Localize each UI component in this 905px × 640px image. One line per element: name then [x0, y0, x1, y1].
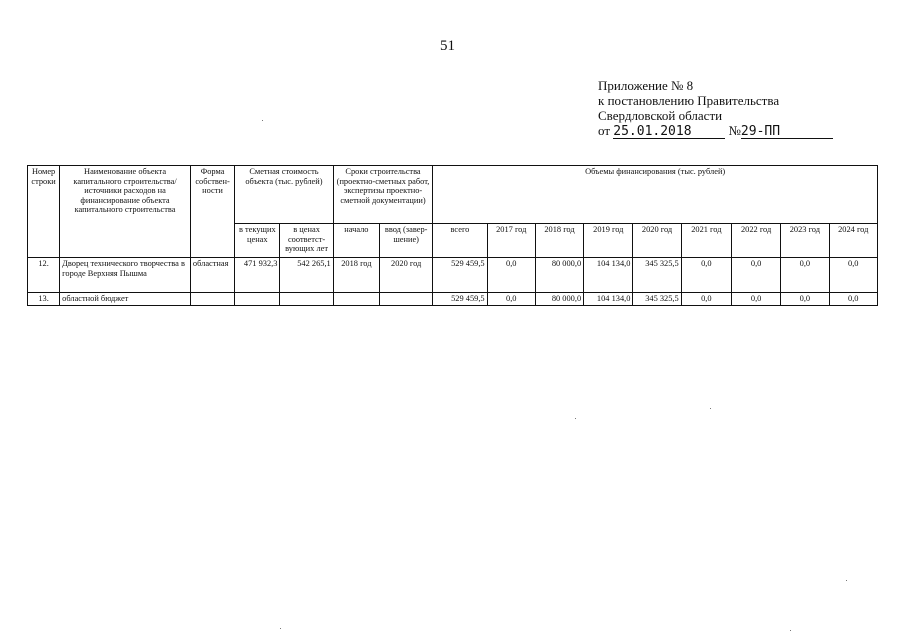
header-row-1 — [28, 166, 878, 224]
cell-2023: 0,0 — [781, 293, 829, 306]
cell-ownership: областная — [190, 258, 234, 293]
cell-start: 2018 год — [333, 258, 379, 293]
header-construction-terms: Сроки строительства (проектно-сметных работ, экспертизы проектно-сметной документации) — [333, 166, 433, 224]
scan-speck — [790, 630, 791, 631]
number-value: 29-ПП — [741, 125, 833, 139]
scan-speck — [710, 408, 711, 409]
cell-cost-years: 542 265,1 — [280, 258, 333, 293]
cell-cost-current — [235, 293, 280, 306]
header-cost-current: в текущих ценах — [235, 224, 280, 258]
cell-2019: 104 134,0 — [584, 293, 633, 306]
cell-row-number: 12. — [28, 258, 60, 293]
cell-2020: 345 325,5 — [633, 293, 681, 306]
header-2021: 2021 год — [681, 224, 731, 258]
cell-2022: 0,0 — [731, 258, 780, 293]
scan-speck — [262, 120, 263, 121]
cell-end — [380, 293, 433, 306]
appendix-region: Свердловской области — [598, 108, 723, 123]
header-object-name: Наименование объекта капитального строительства/ источники расходов на финансирование объекта капитального строительства — [60, 166, 191, 258]
cell-object-name: областной бюджет — [60, 293, 191, 306]
scan-speck — [846, 580, 847, 581]
cell-2022: 0,0 — [731, 293, 780, 306]
appendix-title: Приложение № 8 — [598, 78, 694, 93]
cell-cost-current: 471 932,3 — [235, 258, 280, 293]
cell-2018: 80 000,0 — [535, 258, 583, 293]
cell-total: 529 459,5 — [433, 258, 487, 293]
header-start: начало — [333, 224, 379, 258]
cell-2024: 0,0 — [829, 258, 877, 293]
table-row — [28, 293, 878, 306]
scan-speck — [575, 418, 576, 419]
appendix-resolution: к постановлению Правительства — [598, 93, 780, 108]
financing-table — [27, 165, 878, 306]
cell-total: 529 459,5 — [433, 293, 487, 306]
header-row-number: Номер строки — [28, 166, 60, 258]
header-financing: Объемы финансирования (тыс. рублей) — [433, 166, 878, 224]
cell-2023: 0,0 — [781, 258, 829, 293]
cell-cost-years — [280, 293, 333, 306]
cell-2017: 0,0 — [487, 293, 535, 306]
header-estimated-cost: Сметная стоимость объекта (тыс. рублей) — [235, 166, 334, 224]
scan-speck — [280, 628, 281, 629]
cell-2019: 104 134,0 — [584, 258, 633, 293]
cell-object-name: Дворец технического творчества в городе Верхняя Пышма — [60, 258, 191, 293]
cell-row-number: 13. — [28, 293, 60, 306]
cell-ownership — [190, 293, 234, 306]
cell-start — [333, 293, 379, 306]
header-2020: 2020 год — [633, 224, 681, 258]
cell-end: 2020 год — [380, 258, 433, 293]
header-end: ввод (завер-шение) — [380, 224, 433, 258]
cell-2017: 0,0 — [487, 258, 535, 293]
page-number: 51 — [440, 38, 455, 54]
header-ownership: Форма собствен-ности — [190, 166, 234, 258]
date-prefix: от — [598, 123, 611, 138]
header-2023: 2023 год — [781, 224, 829, 258]
header-total: всего — [433, 224, 487, 258]
number-prefix: № — [728, 123, 741, 138]
cell-2021: 0,0 — [681, 293, 731, 306]
header-cost-years: в ценах соответст-вующих лет — [280, 224, 333, 258]
header-2024: 2024 год — [829, 224, 877, 258]
date-value: 25.01.2018 — [613, 125, 725, 139]
header-2017: 2017 год — [487, 224, 535, 258]
header-2018: 2018 год — [535, 224, 583, 258]
appendix-date-row — [598, 123, 833, 139]
header-2019: 2019 год — [584, 224, 633, 258]
cell-2018: 80 000,0 — [535, 293, 583, 306]
header-2022: 2022 год — [731, 224, 780, 258]
cell-2024: 0,0 — [829, 293, 877, 306]
cell-2021: 0,0 — [681, 258, 731, 293]
appendix-header — [598, 78, 833, 139]
table-row — [28, 258, 878, 293]
cell-2020: 345 325,5 — [633, 258, 681, 293]
